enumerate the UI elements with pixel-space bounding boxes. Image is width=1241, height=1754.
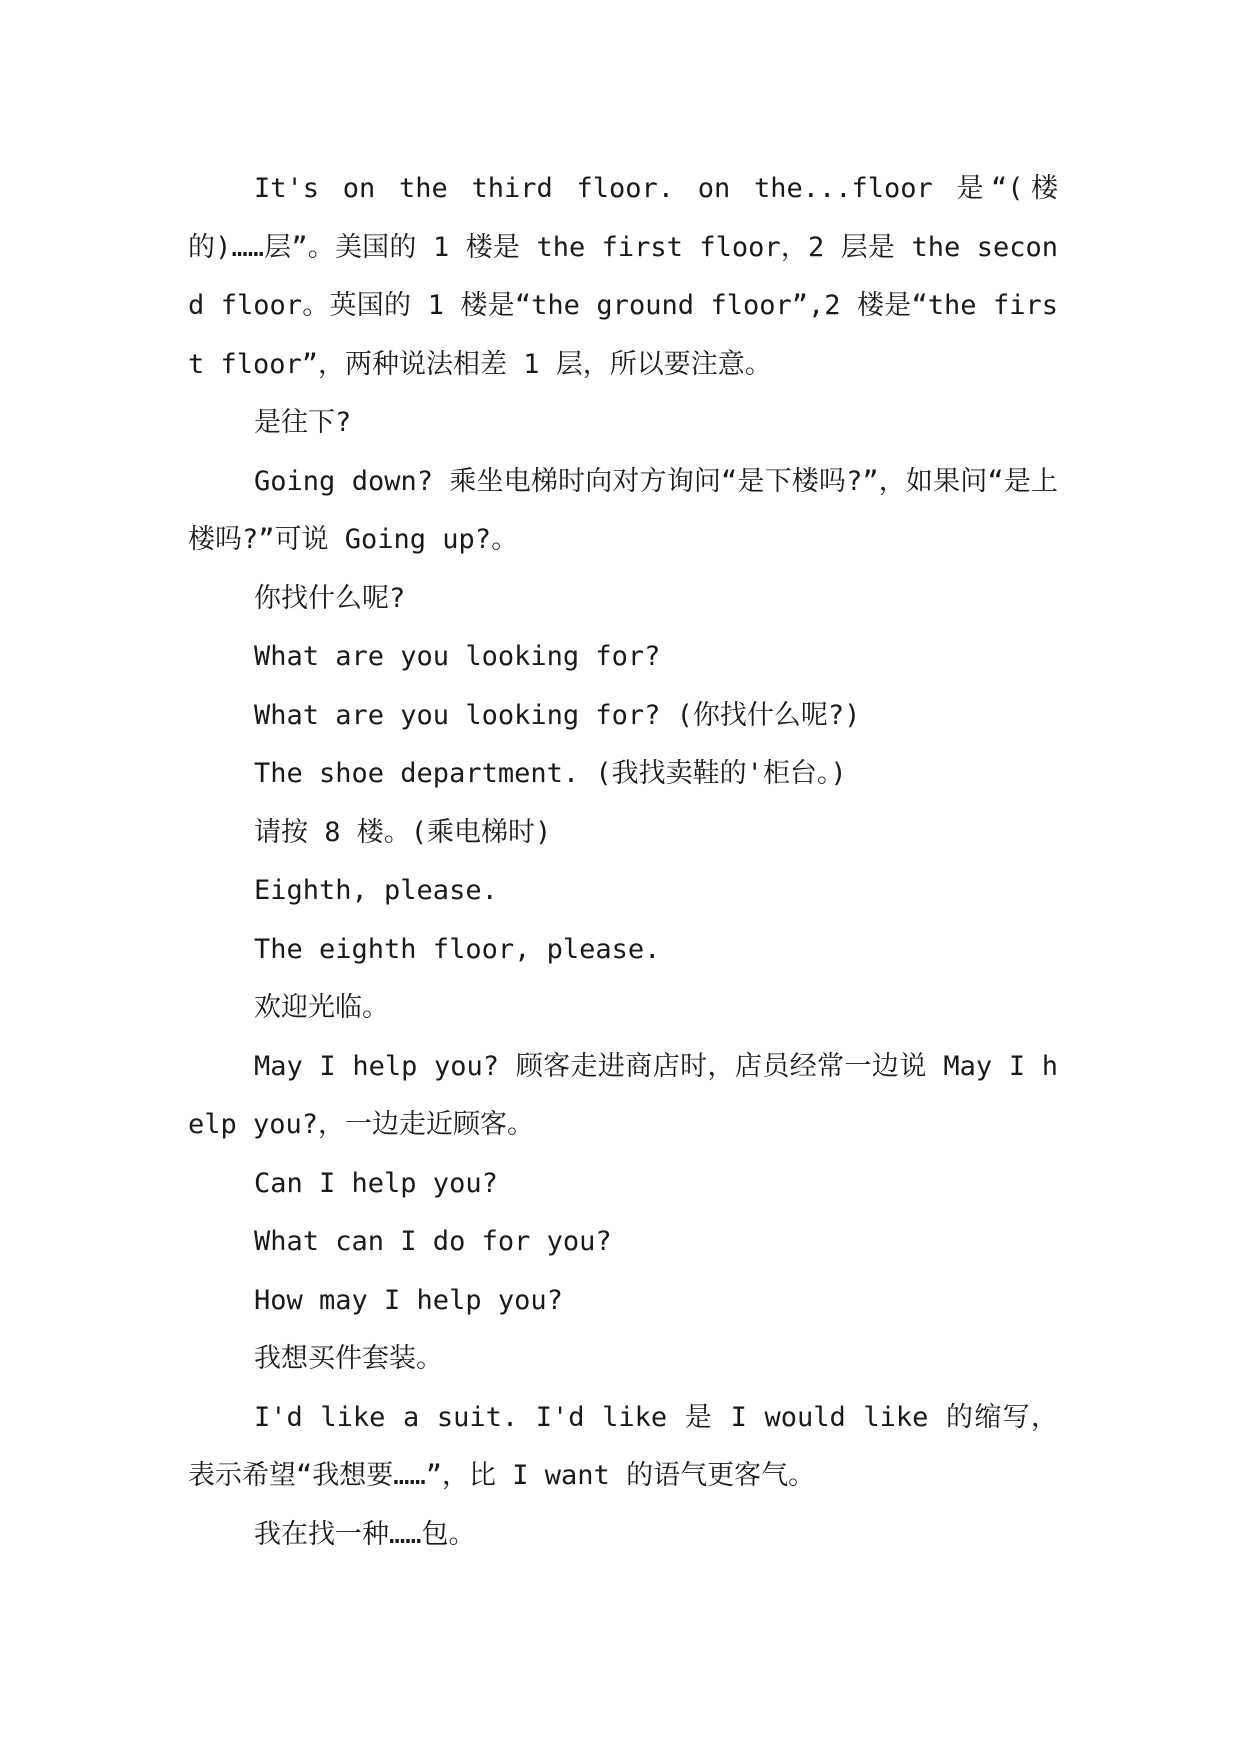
paragraph-looking-for-en: What are you looking for? [254,641,661,672]
paragraph-how-may-i-help: How may I help you? [254,1284,563,1316]
paragraph-can-i-help: Can I help you? [254,1167,498,1199]
paragraph-floor-explanation: It's on the third floor. on the...floor 是“(楼的)……层”。美国的 1 楼是 the first floor，2 层是 the second floor。英国的 1 楼是“the ground floor”,2 楼是“the first floor”，两种说法相差 1 层，所以要注意。 [188,173,1058,380]
paragraph-eighth-please: Eighth, please. [254,875,498,906]
paragraph-going-down-cn: 是往下? [254,407,352,438]
paragraph-what-can-i-do: What can I do for you? [254,1226,612,1257]
paragraph-looking-for-cn: 你找什么呢? [254,582,406,614]
paragraph-eighth-floor-please: The eighth floor, please. [254,933,661,965]
paragraph-buy-suit-cn: 我想买件套装。 [254,1343,443,1374]
paragraph-going-down-explanation: Going down? 乘坐电梯时向对方询问“是下楼吗?”，如果问“是上楼吗?”可说 Going up?。 [188,465,1058,555]
paragraph-welcome-cn: 欢迎光临。 [254,992,389,1023]
paragraph-looking-for-dialog: What are you looking for? (你找什么呢?) [254,699,861,731]
paragraph-shoe-department: The shoe department. (我找卖鞋的'柜台。) [254,758,847,789]
paragraph-may-i-help-explanation: May I help you? 顾客走进商店时，店员经常一边说 May I help you?，一边走近顾客。 [188,1050,1058,1140]
document-body [188,160,1058,1564]
paragraph-eighth-floor-cn: 请按 8 楼。(乘电梯时) [254,816,552,848]
paragraph-looking-for-bag-cn: 我在找一种……包。 [254,1518,476,1550]
paragraph-id-like-suit: I'd like a suit. I'd like 是 I would like 的缩写，表示希望“我想要……”，比 I want 的语气更客气。 [188,1401,1058,1491]
